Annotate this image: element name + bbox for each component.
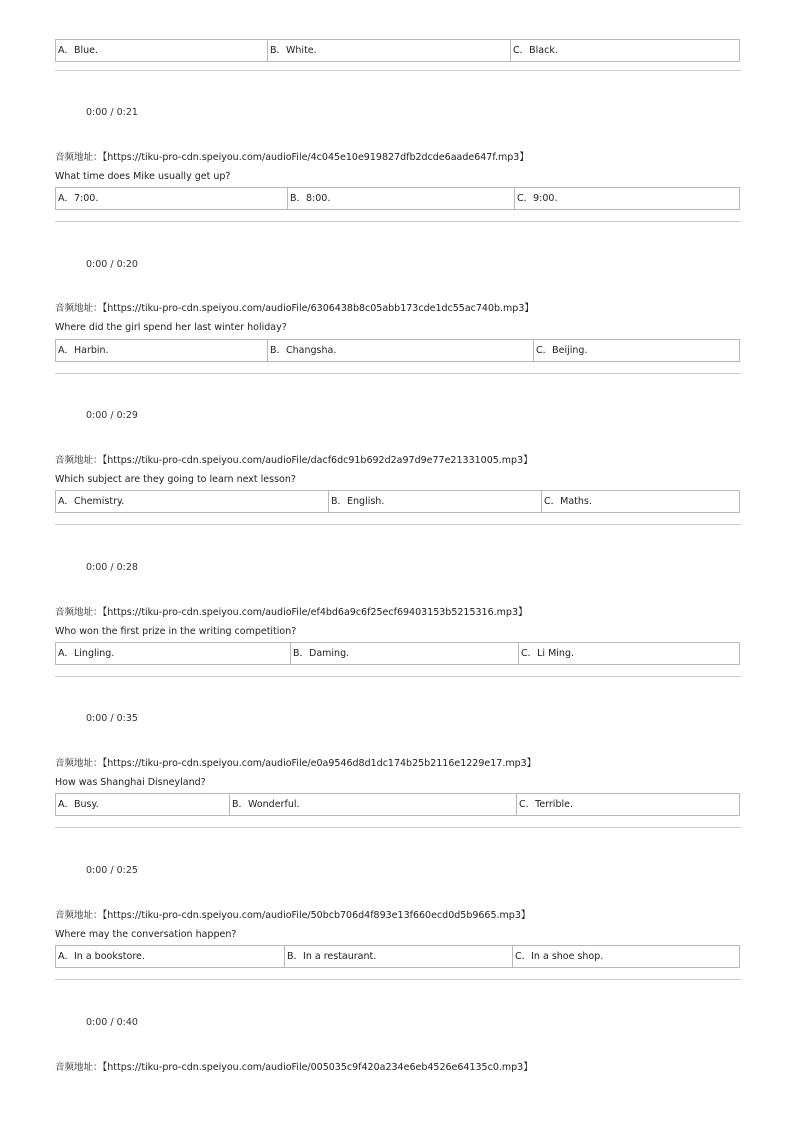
divider bbox=[55, 676, 741, 677]
option-c[interactable]: C．In a shoe shop. bbox=[512, 946, 739, 967]
options-table bbox=[55, 490, 740, 513]
audio-url bbox=[55, 300, 534, 314]
divider bbox=[55, 373, 741, 374]
options-table bbox=[55, 945, 740, 968]
question-text: Where did the girl spend her last winter holiday? bbox=[55, 322, 287, 333]
divider bbox=[55, 524, 741, 525]
audio-label: 音频地址： bbox=[55, 758, 103, 769]
option-b[interactable]: B．In a restaurant. bbox=[284, 946, 512, 967]
audio-label: 音频地址： bbox=[55, 910, 103, 921]
audio-link[interactable]: 【https://tiku-pro-cdn.speiyou.com/audioFile/dacf6dc91b692d2a97d9e77e21331005.mp3】 bbox=[102, 455, 533, 466]
audio-url bbox=[55, 149, 529, 163]
audio-time[interactable]: 0:00 / 0:35 bbox=[86, 713, 138, 724]
options-table bbox=[55, 39, 740, 62]
question-text: Where may the conversation happen? bbox=[55, 929, 237, 940]
options-table bbox=[55, 642, 740, 665]
audio-url bbox=[55, 604, 528, 618]
options-table bbox=[55, 339, 740, 362]
option-a[interactable]: A．Busy. bbox=[58, 799, 99, 810]
audio-label: 音频地址： bbox=[55, 303, 103, 314]
question-text: How was Shanghai Disneyland? bbox=[55, 777, 206, 788]
audio-link[interactable]: 【https://tiku-pro-cdn.speiyou.com/audioFile/6306438b8c05abb173cde1dc55ac740b.mp3】 bbox=[102, 303, 534, 314]
option-c[interactable]: C．Terrible. bbox=[516, 794, 739, 815]
option-c[interactable]: C．Li Ming. bbox=[518, 643, 739, 664]
audio-label: 音频地址： bbox=[55, 455, 103, 466]
option-b[interactable]: B．English. bbox=[328, 491, 541, 512]
audio-label: 音频地址： bbox=[55, 152, 103, 163]
audio-url bbox=[55, 1059, 533, 1073]
question-text: Who won the first prize in the writing competition? bbox=[55, 626, 297, 637]
audio-label: 音频地址： bbox=[55, 1062, 103, 1073]
audio-time[interactable]: 0:00 / 0:25 bbox=[86, 865, 138, 876]
option-a[interactable]: A．Blue. bbox=[58, 45, 99, 56]
audio-link[interactable]: 【https://tiku-pro-cdn.speiyou.com/audioFile/50bcb706d4f893e13f660ecd0d5b9665.mp3】 bbox=[102, 910, 531, 921]
audio-time[interactable]: 0:00 / 0:20 bbox=[86, 259, 138, 270]
audio-link[interactable]: 【https://tiku-pro-cdn.speiyou.com/audioFile/005035c9f420a234e6eb4526e64135c0.mp3】 bbox=[102, 1062, 533, 1073]
audio-time[interactable]: 0:00 / 0:28 bbox=[86, 562, 138, 573]
audio-link[interactable]: 【https://tiku-pro-cdn.speiyou.com/audioFile/e0a9546d8d1dc174b25b2116e1229e17.mp3】 bbox=[102, 758, 537, 769]
audio-link[interactable]: 【https://tiku-pro-cdn.speiyou.com/audioFile/ef4bd6a9c6f25ecf69403153b5215316.mp3】 bbox=[102, 607, 528, 618]
options-table bbox=[55, 187, 740, 210]
divider bbox=[55, 827, 741, 828]
audio-label: 音频地址： bbox=[55, 607, 103, 618]
option-b[interactable]: B．White. bbox=[267, 40, 510, 61]
option-b[interactable]: B．8:00. bbox=[287, 188, 514, 209]
option-a[interactable]: A．Harbin. bbox=[58, 345, 109, 356]
option-a[interactable]: A．Chemistry. bbox=[58, 496, 125, 507]
divider bbox=[55, 70, 741, 71]
option-b[interactable]: B．Wonderful. bbox=[229, 794, 516, 815]
audio-time[interactable]: 0:00 / 0:40 bbox=[86, 1017, 138, 1028]
audio-link[interactable]: 【https://tiku-pro-cdn.speiyou.com/audioFile/4c045e10e919827dfb2dcde6aade647f.mp3】 bbox=[102, 152, 529, 163]
option-c[interactable]: C．9:00. bbox=[514, 188, 739, 209]
audio-time[interactable]: 0:00 / 0:21 bbox=[86, 107, 138, 118]
option-a[interactable]: A．In a bookstore. bbox=[58, 951, 145, 962]
divider bbox=[55, 979, 741, 980]
option-a[interactable]: A．Lingling. bbox=[58, 648, 115, 659]
options-table bbox=[55, 793, 740, 816]
option-b[interactable]: B．Daming. bbox=[290, 643, 518, 664]
option-c[interactable]: C．Maths. bbox=[541, 491, 739, 512]
audio-url bbox=[55, 755, 536, 769]
audio-url bbox=[55, 452, 533, 466]
option-c[interactable]: C．Black. bbox=[510, 40, 739, 61]
divider bbox=[55, 221, 741, 222]
question-text: What time does Mike usually get up? bbox=[55, 171, 231, 182]
option-c[interactable]: C．Beijing. bbox=[533, 340, 739, 361]
audio-url bbox=[55, 907, 530, 921]
option-a[interactable]: A．7:00. bbox=[58, 193, 99, 204]
question-text: Which subject are they going to learn next lesson? bbox=[55, 474, 296, 485]
audio-time[interactable]: 0:00 / 0:29 bbox=[86, 410, 138, 421]
option-b[interactable]: B．Changsha. bbox=[267, 340, 533, 361]
